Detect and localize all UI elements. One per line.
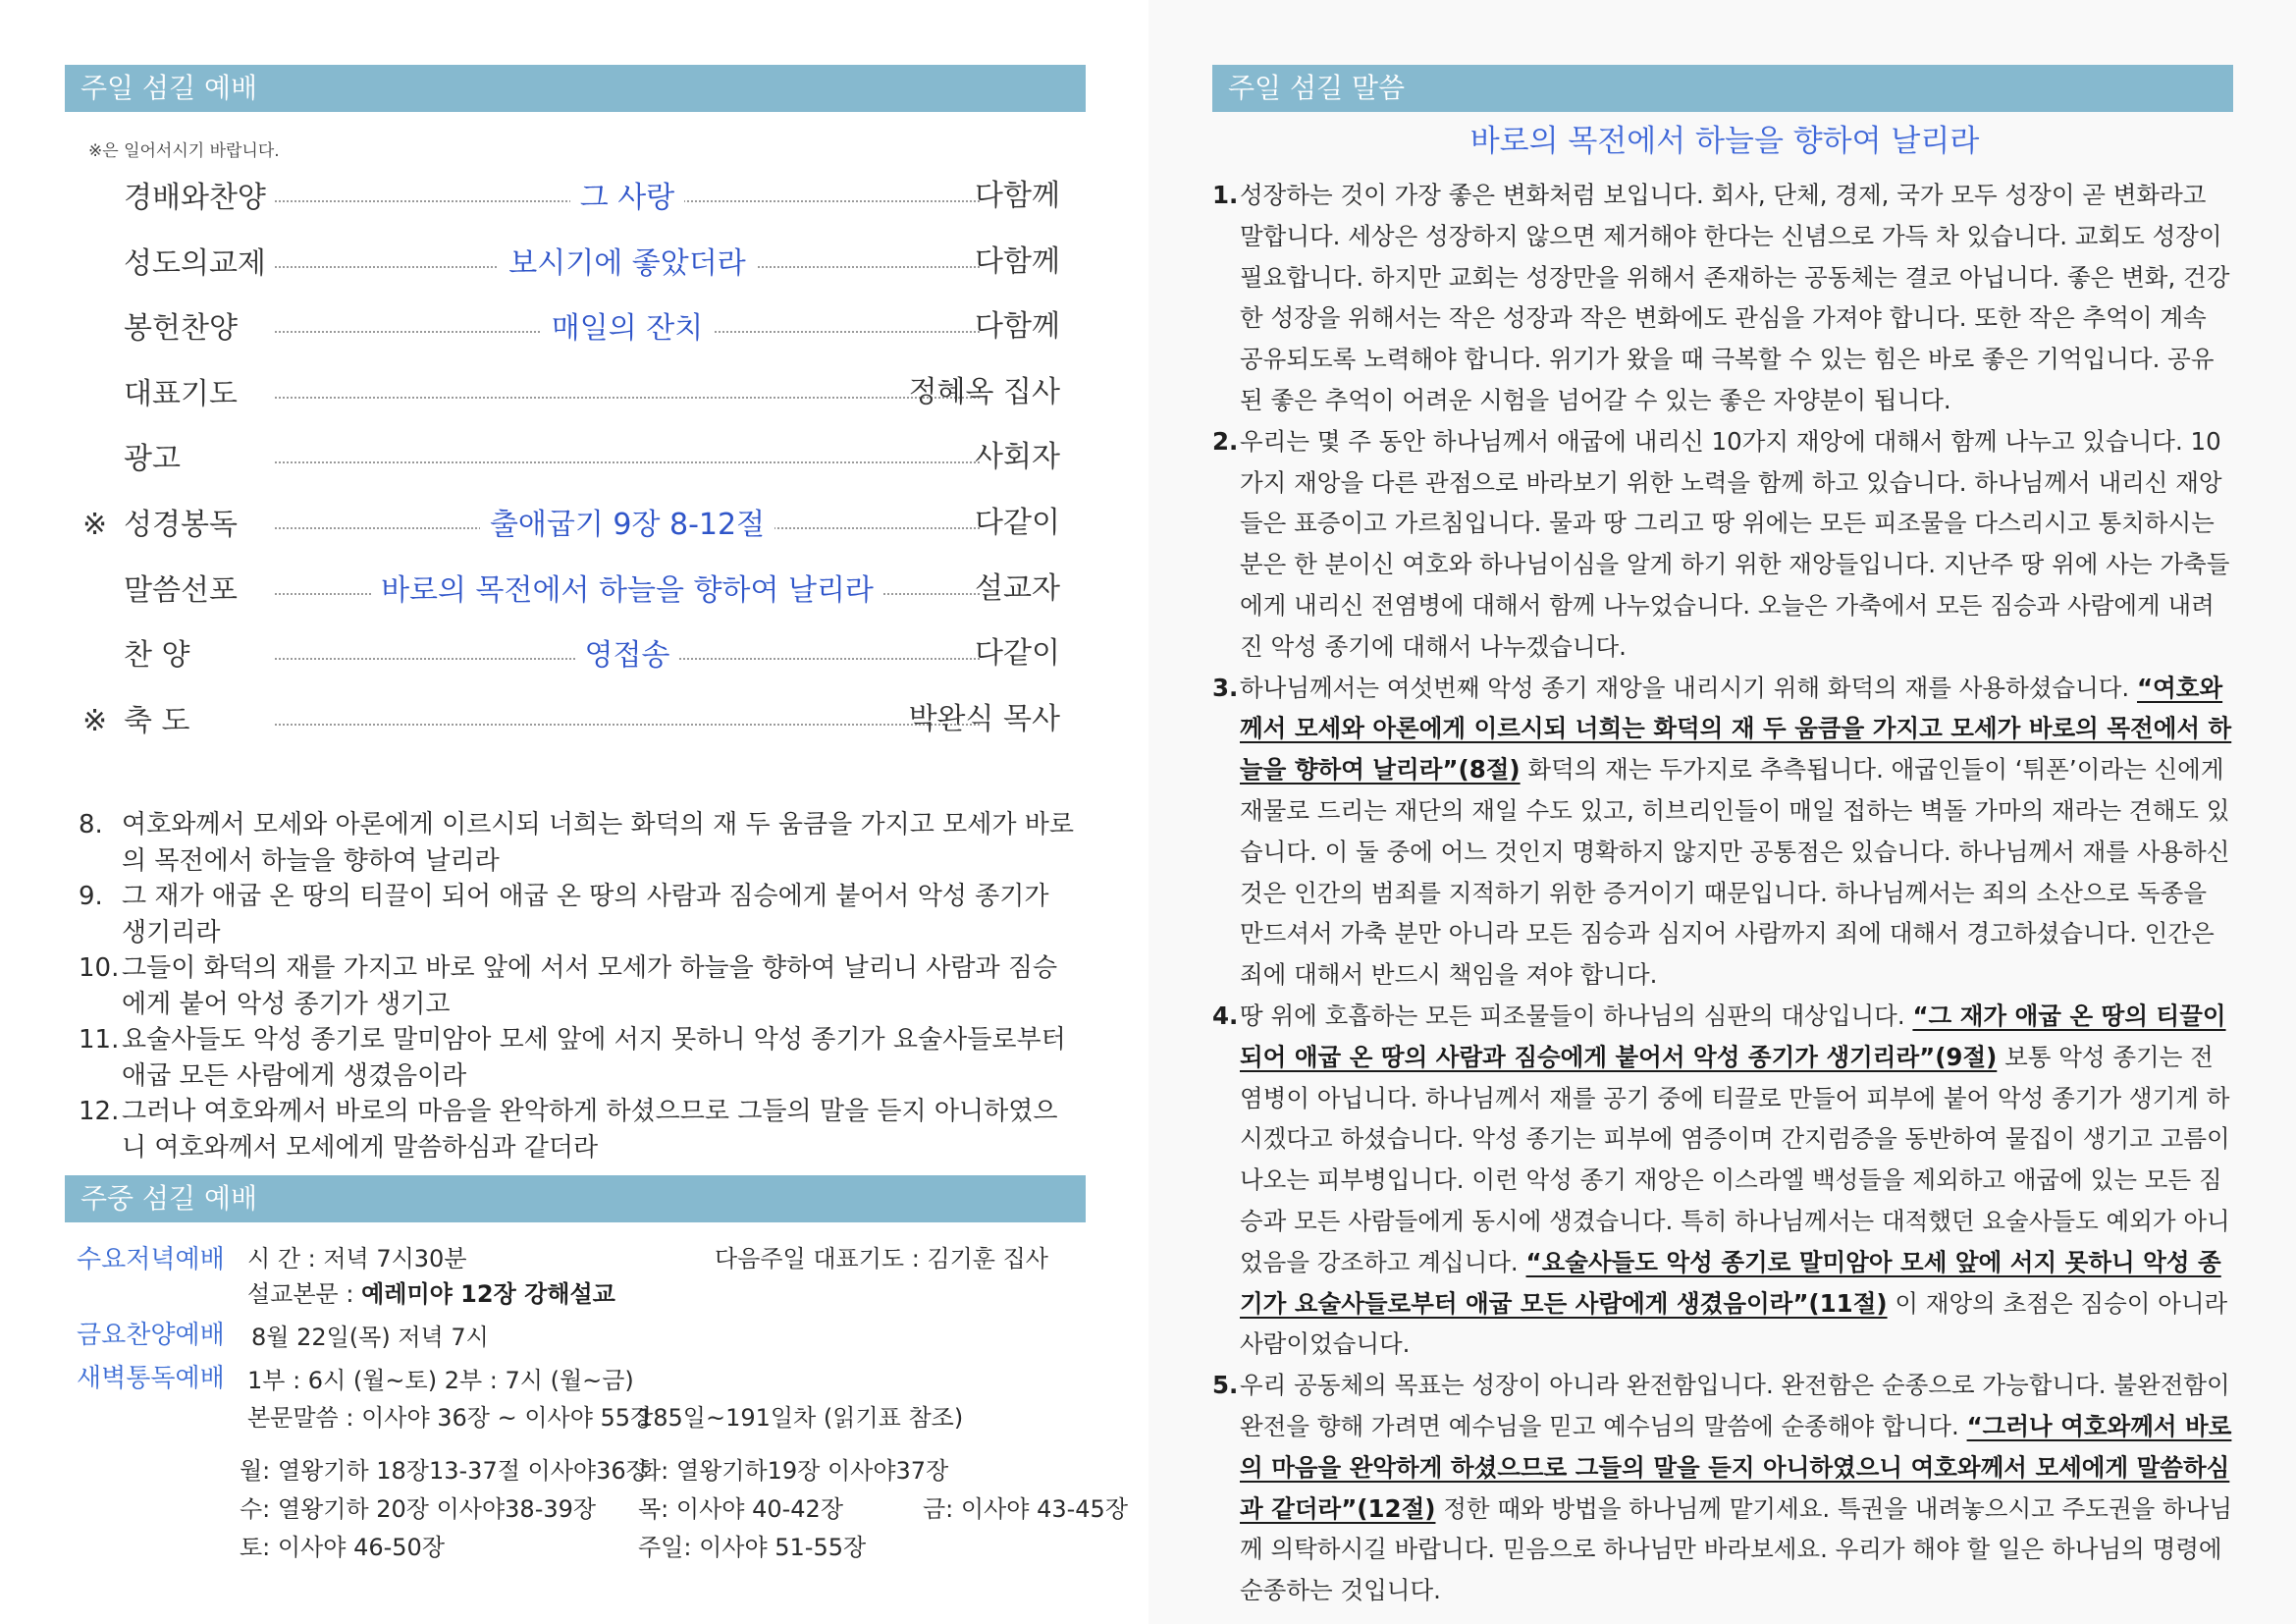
section-header-sunday-worship: 주일 섬길 예배 [65, 65, 1086, 112]
order-leader: 사회자 [975, 440, 1060, 475]
paragraph-text-part: 정한 때와 방법을 하나님께 맡기세요. 특권을 내려놓으시고 주도권을 하나님께 의탁하시길 바랍니다. 믿음으로 하나님만 바라보세요. 우리가 해야 할 일은 하나님의 명령에 순종하는 것입니다. [1240, 1493, 2233, 1605]
order-detail-text: 매일의 잔치 [542, 311, 713, 346]
order-row [79, 373, 1060, 416]
paragraph-text [1240, 996, 2233, 1365]
friday-time: 8월 22일(목) 저녁 7시 [251, 1324, 489, 1351]
section-header-sunday-word: 주일 섬길 말씀 [1212, 65, 2233, 112]
scripture-quote: “그러나 여호와께서 바로의 마음을 완악하게 하셨으므로 그들의 말을 듣지 아니하였으니 여호와께서 모세에게 말씀하심과 같더라”(12절) [1240, 1411, 2232, 1523]
paragraph-text-part: 이 재앙의 초점은 짐승이 아니라 사람이었습니다. [1240, 1288, 2228, 1359]
order-detail [275, 243, 980, 286]
order-row [79, 243, 1060, 286]
verse-number: 8. [79, 810, 103, 839]
order-item: 봉헌찬양 [124, 311, 238, 347]
scripture-verses [79, 807, 1080, 1165]
order-item: 축 도 [124, 703, 190, 738]
schedule-wed: 수: 열왕기하 20장 이사야38-39장 [240, 1495, 597, 1523]
standing-mark: ※ [82, 703, 108, 738]
verse-text: 요술사들도 악성 종기로 말미암아 모세 앞에 서지 못하니 악성 종기가 요술사들로부터 애굽 모든 사람에게 생겼음이라 [122, 1025, 1066, 1091]
order-row [79, 438, 1060, 481]
verse-text: 여호와께서 모세와 아론에게 이르시되 너희는 화덕의 재 두 움큼을 가지고 모세가 바로의 목전에서 하늘을 향하여 날리라 [122, 810, 1074, 876]
friday-service-label: 금요찬양예배 [77, 1321, 225, 1350]
dawn-reading-range: 본문말씀 : 이사야 36장 ~ 이사야 55장 [247, 1404, 654, 1432]
order-detail [275, 569, 980, 613]
dawn-service-label: 새벽통독예배 [77, 1364, 225, 1393]
paragraph-number: 2. [1212, 426, 1239, 456]
schedule-thu: 목: 이사야 40-42장 [638, 1495, 844, 1523]
schedule-tue: 화: 열왕기하19장 이사야37장 [638, 1457, 949, 1485]
paragraph-text [1240, 668, 2233, 996]
order-item: 말씀선포 [124, 572, 238, 608]
next-week-prayer: 다음주일 대표기도 : 김기훈 집사 [715, 1245, 1048, 1272]
section-header-weekday-worship: 주중 섬길 예배 [65, 1175, 1086, 1222]
order-leader: 다같이 [975, 506, 1060, 540]
sermon-paragraph-5 [1212, 1365, 2233, 1611]
wednesday-service-label: 수요저녁예배 [77, 1245, 225, 1274]
paragraph-text [1240, 1365, 2233, 1611]
order-leader: 다함께 [975, 309, 1060, 345]
wednesday-time: 시 간 : 저녁 7시30분 [247, 1245, 467, 1272]
verse-number: 10. [79, 953, 120, 983]
verse [79, 807, 1080, 879]
order-detail-text: 영접송 [575, 638, 680, 673]
order-leader: 박완식 목사 [908, 701, 1060, 736]
standing-note: ※은 일어서시기 바랍니다. [88, 141, 280, 161]
verse-number: 11. [79, 1025, 120, 1055]
verse [79, 950, 1080, 1022]
order-detail [275, 504, 980, 547]
scripture-quote: “여호와께서 모세와 아론에게 이르시되 너희는 화덕의 재 두 움큼을 가지고 모세가 바로의 목전에서 하늘을 향하여 날리라”(8절) [1240, 673, 2232, 785]
order-detail-text: 바로의 목전에서 하늘을 향하여 날리라 [371, 573, 883, 608]
schedule-sun: 주일: 이사야 51-55장 [638, 1534, 867, 1561]
order-item: 찬 양 [124, 638, 190, 674]
order-row [79, 307, 1060, 351]
paragraph-number: 1. [1212, 181, 1239, 209]
wednesday-sermon-book: 예레미야 12장 강해설교 [361, 1280, 615, 1308]
order-leader: 설교자 [975, 570, 1060, 606]
order-item: 성도의교제 [124, 245, 266, 281]
dotted-leader [275, 397, 980, 399]
paragraph-text-part: 하나님께서는 여섯번째 악성 종기 재앙을 내리시기 위해 화덕의 재를 사용하셨습니다. [1240, 673, 2138, 702]
standing-mark: ※ [82, 508, 108, 542]
paragraph-number: 5. [1212, 1371, 1239, 1400]
paragraph-text: 성장하는 것이 가장 좋은 변화처럼 보입니다. 회사, 단체, 경제, 국가 모두 성장이 곧 변화라고 말합니다. 세상은 성장하지 않으면 제거해야 한다는 신념으로 가득 차 있습니다. 교회도 성장이 필요합니다. 하지만 교회는 성장만을 위해서 존재하는 공동체는 결코 아닙니다. 좋은 변화, 건강한 성장을 위해서는 작은 성장과 작은 변화에도 관심을 가져야 합니다. 또한 작은 추억이 계속 공유되도록 노력해야 합니다. 위기가 왔을 때 극복할 수 있는 힘은 바로 좋은 기억입니다. 공유된 좋은 추억이 어려운 시험을 넘어갈 수 있는 좋은 자양분이 됩니다. [1240, 181, 2230, 414]
order-item: 성경봉독 [124, 508, 238, 542]
order-row [79, 634, 1060, 677]
wednesday-sermon-prefix: 설교본문 : [247, 1280, 362, 1308]
sermon-body [1212, 175, 2233, 1611]
verse-number: 9. [79, 882, 103, 911]
order-item: 경배와찬양 [124, 181, 266, 215]
schedule-sat: 토: 이사야 46-50장 [240, 1534, 446, 1561]
order-detail-text: 보시기에 좋았더라 [499, 246, 755, 281]
order-row [79, 569, 1060, 613]
verse-text: 그 재가 애굽 온 땅의 티끌이 되어 애굽 온 땅의 사람과 짐승에게 붙어서 악성 종기가 생기리라 [122, 882, 1049, 947]
order-leader: 다같이 [975, 636, 1060, 672]
order-detail [275, 177, 980, 220]
wednesday-sermon-text [247, 1274, 615, 1309]
order-row [79, 504, 1060, 547]
order-leader: 다함께 [975, 244, 1060, 279]
sermon-paragraph-1 [1212, 175, 2233, 421]
schedule-mon: 월: 열왕기하 18장13-37절 이사야36장 [240, 1457, 649, 1485]
order-leader: 다함께 [975, 179, 1060, 213]
paragraph-text: 우리는 몇 주 동안 하나님께서 애굽에 내리신 10가지 재앙에 대해서 함께 나누고 있습니다. 10가지 재앙을 다른 관점으로 바라보기 위한 노력을 함께 하고 있습니다. 하나님께서 내리신 재앙들은 표증이고 가르침입니다. 물과 땅 그리고 땅 위에는 모든 피조물을 다스리시고 통치하시는 분은 한 분이신 여호와 하나님이심을 알게 하기 위한 재앙들입니다. 지난주 땅 위에 사는 가축들에게 내리신 전염병에 대해서 함께 나누었습니다. 오늘은 가축에서 모든 짐승과 사람에게 내려진 악성 종기에 대해서 나누겠습니다. [1240, 426, 2230, 661]
sermon-paragraph-3 [1212, 668, 2233, 996]
verse [79, 1022, 1080, 1094]
sermon-title: 바로의 목전에서 하늘을 향하여 날리라 [1469, 124, 1980, 159]
verse [79, 1094, 1080, 1165]
schedule-fri: 금: 이사야 43-45장 [923, 1495, 1129, 1523]
paragraph-text-part: 우리 공동체의 목표는 성장이 아니라 완전함입니다. 완전함은 순종으로 가능합니다. 불완전함이 완전을 향해 가려면 예수님을 믿고 예수님의 말씀에 순종해야 합니다. [1240, 1371, 2230, 1440]
order-leader: 정혜옥 집사 [908, 374, 1060, 409]
sermon-paragraph-2 [1212, 421, 2233, 668]
dawn-reading-days: 185일~191일차 (읽기표 참조) [638, 1404, 964, 1432]
paragraph-text-part: 땅 위에 호흡하는 모든 피조물들이 하나님의 심판의 대상입니다. [1240, 1001, 1913, 1030]
dawn-time: 1부 : 6시 (월~토) 2부 : 7시 (월~금) [247, 1367, 634, 1394]
order-row [79, 700, 1060, 743]
order-row [79, 177, 1060, 220]
scripture-quote: “요술사들도 악성 종기로 말미암아 모세 앞에 서지 못하니 악성 종기가 요술사들로부터 애굽 모든 사람에게 생겼음이라”(11절) [1240, 1247, 2221, 1318]
order-detail [275, 307, 980, 351]
paragraph-number: 4. [1212, 1001, 1239, 1030]
verse-text: 그러나 여호와께서 바로의 마음을 완악하게 하셨으므로 그들의 말을 듣지 아니하였으니 여호와께서 모세에게 말씀하심과 같더라 [122, 1097, 1058, 1163]
verse [79, 879, 1080, 950]
order-detail-text: 그 사랑 [570, 181, 684, 215]
paragraph-text-part: 화덕의 재는 두가지로 추측됩니다. 애굽인들이 ‘튀폰’이라는 신에게 재물로 드리는 재단의 재일 수도 있고, 히브리인들이 매일 접하는 벽돌 가마의 재라는 견해도 있습니다. 이 둘 중에 어느 것인지 명확하지 않지만 공통점은 있습니다. 하나님께서 재를 사용하신 것은 인간의 범죄를 지적하기 위한 증거이기 때문입니다. 하나님께서는 죄의 소산으로 독종을 만드셔서 가축 분만 아니라 모든 짐승과 심지어 사람까지 죄에 대해서 경고하셨습니다. 인간은 죄에 대해서 반드시 책임을 져야 합니다. [1240, 755, 2230, 990]
sermon-paragraph-4 [1212, 996, 2233, 1365]
paragraph-text-part: 보통 악성 종기는 전염병이 아닙니다. 하나님께서 재를 공기 중에 티끌로 만들어 피부에 붙어 악성 종기가 생기게 하시겠다고 하셨습니다. 악성 종기는 피부에 염증이며 간지럼증을 동반하여 물집이 생기고 고름이 나오는 피부병입니다. 이런 악성 종기 재앙은 이스라엘 백성들을 제외하고 애굽에 있는 모든 짐승과 모든 사람들에게 동시에 생겼습니다. 특히 하나님께서는 대적했던 요술사들도 예외가 아니었음을 강조하고 계십니다. [1240, 1042, 2230, 1276]
scripture-quote: “그 재가 애굽 온 땅의 티끌이 되어 애굽 온 땅의 사람과 짐승에게 붙어서 악성 종기가 생기리라”(9절) [1240, 1001, 2226, 1071]
dotted-leader [275, 724, 980, 726]
verse-number: 12. [79, 1097, 120, 1126]
paragraph-number: 3. [1212, 673, 1239, 702]
order-detail [275, 634, 980, 677]
verse-text: 그들이 화덕의 재를 가지고 바로 앞에 서서 모세가 하늘을 향하여 날리니 사람과 짐승에게 붙어 악성 종기가 생기고 [122, 953, 1058, 1019]
dotted-leader [275, 461, 980, 463]
order-item: 대표기도 [124, 376, 238, 411]
order-item: 광고 [124, 442, 181, 477]
order-detail-text: 출애굽기 9장 8-12절 [480, 508, 774, 542]
